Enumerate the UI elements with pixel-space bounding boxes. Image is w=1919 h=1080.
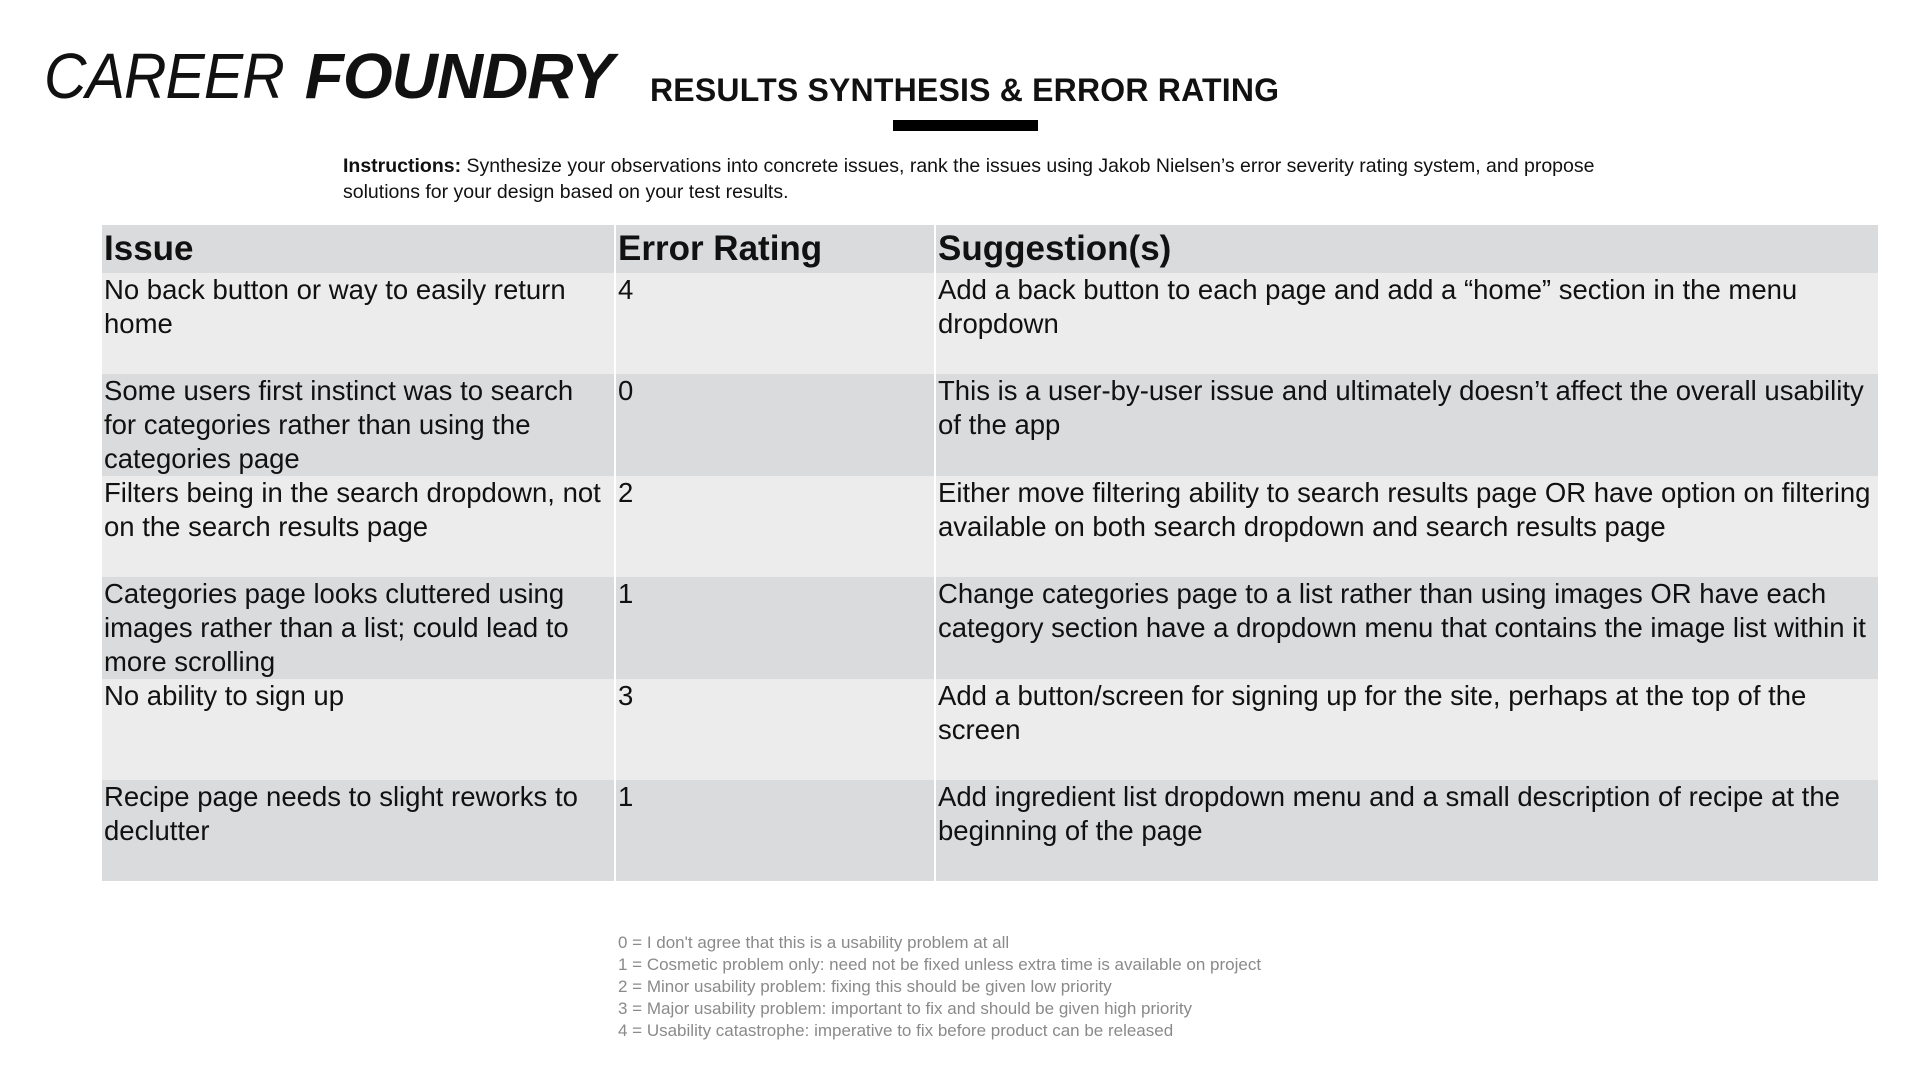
suggestion-cell: This is a user-by-user issue and ultimately doesn’t affect the overall usability of the app	[936, 374, 1878, 476]
header-suggestions: Suggestion(s)	[936, 225, 1878, 273]
table-row	[102, 476, 1878, 577]
rating-cell: 4	[616, 273, 936, 374]
instructions-lead: Instructions:	[343, 155, 462, 177]
legend-item: 1 = Cosmetic problem only: need not be fixed unless extra time is available on project	[618, 955, 1262, 974]
careerfoundry-logo	[44, 40, 613, 112]
suggestion-cell: Change categories page to a list rather than using images OR have each category section have a dropdown menu that contains the image list within it	[936, 577, 1878, 679]
page-title: RESULTS SYNTHESIS & ERROR RATING	[650, 72, 1280, 108]
issue-cell: Filters being in the search dropdown, not on the search results page	[102, 476, 616, 577]
logo-foundry: FOUNDRY	[304, 40, 613, 112]
rating-cell: 3	[616, 679, 936, 780]
header-error-rating: Error Rating	[616, 225, 936, 273]
header-issue: Issue	[102, 225, 616, 273]
issue-cell: Some users first instinct was to search for categories rather than using the categories page	[102, 374, 616, 476]
logo-career: CAREER	[44, 40, 284, 112]
results-table	[102, 225, 1878, 881]
suggestion-cell: Add a back button to each page and add a “home” section in the menu dropdown	[936, 273, 1878, 374]
suggestion-cell: Add ingredient list dropdown menu and a small description of recipe at the beginning of the page	[936, 780, 1878, 881]
legend-item: 3 = Major usability problem: important to fix and should be given high priority	[618, 999, 1193, 1018]
issue-cell: Recipe page needs to slight reworks to declutter	[102, 780, 616, 881]
suggestion-cell: Add a button/screen for signing up for the site, perhaps at the top of the screen	[936, 679, 1878, 780]
table-header-row	[102, 225, 1878, 273]
issue-cell: Categories page looks cluttered using images rather than a list; could lead to more scrolling	[102, 577, 616, 679]
table-row	[102, 273, 1878, 374]
table-row	[102, 577, 1878, 679]
rating-cell: 0	[616, 374, 936, 476]
severity-legend	[618, 932, 1261, 1042]
instructions	[343, 153, 1603, 205]
table-row	[102, 679, 1878, 780]
legend-item: 0 = I don't agree that this is a usability problem at all	[618, 933, 1010, 952]
table-row	[102, 780, 1878, 881]
rating-cell: 1	[616, 577, 936, 679]
issue-cell: No back button or way to easily return home	[102, 273, 616, 374]
suggestion-cell: Either move filtering ability to search results page OR have option on filtering available on both search dropdown and search results page	[936, 476, 1878, 577]
issue-cell: No ability to sign up	[102, 679, 616, 780]
legend-item: 2 = Minor usability problem: fixing this should be given low priority	[618, 977, 1112, 996]
legend-item: 4 = Usability catastrophe: imperative to fix before product can be released	[618, 1021, 1174, 1040]
table-row	[102, 374, 1878, 476]
title-underline	[893, 120, 1038, 131]
rating-cell: 2	[616, 476, 936, 577]
rating-cell: 1	[616, 780, 936, 881]
instructions-text: Synthesize your observations into concrete issues, rank the issues using Jakob Nielsen’s error severity rating system, and propose solutions for your design based on your test results.	[343, 155, 1595, 203]
